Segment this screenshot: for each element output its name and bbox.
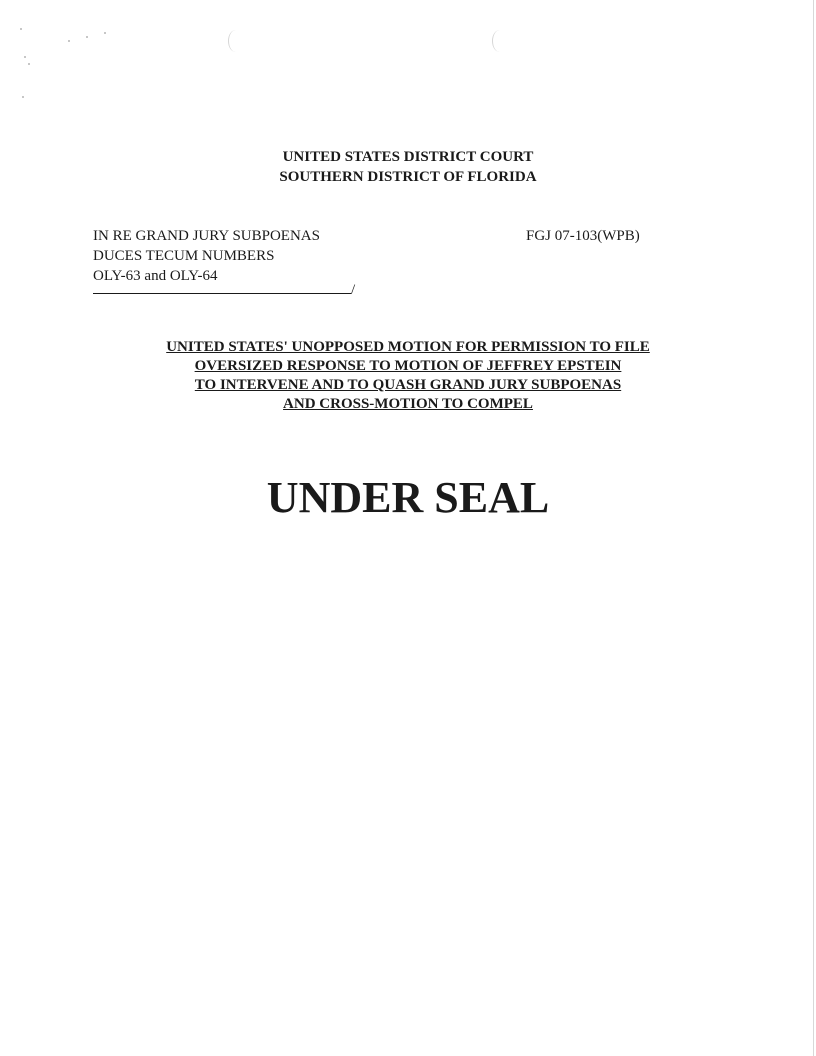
scan-speck: [28, 63, 30, 65]
case-number: FGJ 07-103(WPB): [526, 228, 640, 244]
scan-speck: [22, 96, 24, 98]
case-caption: [93, 226, 320, 286]
court-name: UNITED STATES DISTRICT COURT: [282, 149, 534, 165]
scan-speck: [68, 40, 70, 42]
motion-title-line: TO INTERVENE AND TO QUASH GRAND JURY SUBPOENAS: [194, 377, 622, 393]
caption-line: OLY-63 and OLY-64: [93, 268, 218, 284]
hole-punch-mark-left: [228, 30, 243, 52]
motion-title: [0, 338, 816, 414]
court-header: [0, 147, 816, 187]
scan-speck: [86, 36, 88, 38]
court-district: SOUTHERN DISTRICT OF FLORIDA: [279, 169, 537, 185]
motion-title-line: AND CROSS-MOTION TO COMPEL: [283, 396, 533, 412]
scan-speck: [24, 56, 26, 58]
caption-line: DUCES TECUM NUMBERS: [93, 248, 275, 264]
caption-rule: [93, 293, 351, 294]
motion-title-line: UNITED STATES' UNOPPOSED MOTION FOR PERMISSION TO FILE: [166, 339, 650, 355]
scan-speck: [104, 32, 106, 34]
motion-title-line: OVERSIZED RESPONSE TO MOTION OF JEFFREY EPSTEIN: [194, 358, 622, 374]
caption-line: IN RE GRAND JURY SUBPOENAS: [93, 228, 320, 244]
under-seal-heading: UNDER SEAL: [266, 473, 550, 522]
hole-punch-mark-right: [492, 30, 507, 52]
scan-speck: [20, 28, 22, 30]
caption-end-mark: /: [351, 282, 356, 298]
